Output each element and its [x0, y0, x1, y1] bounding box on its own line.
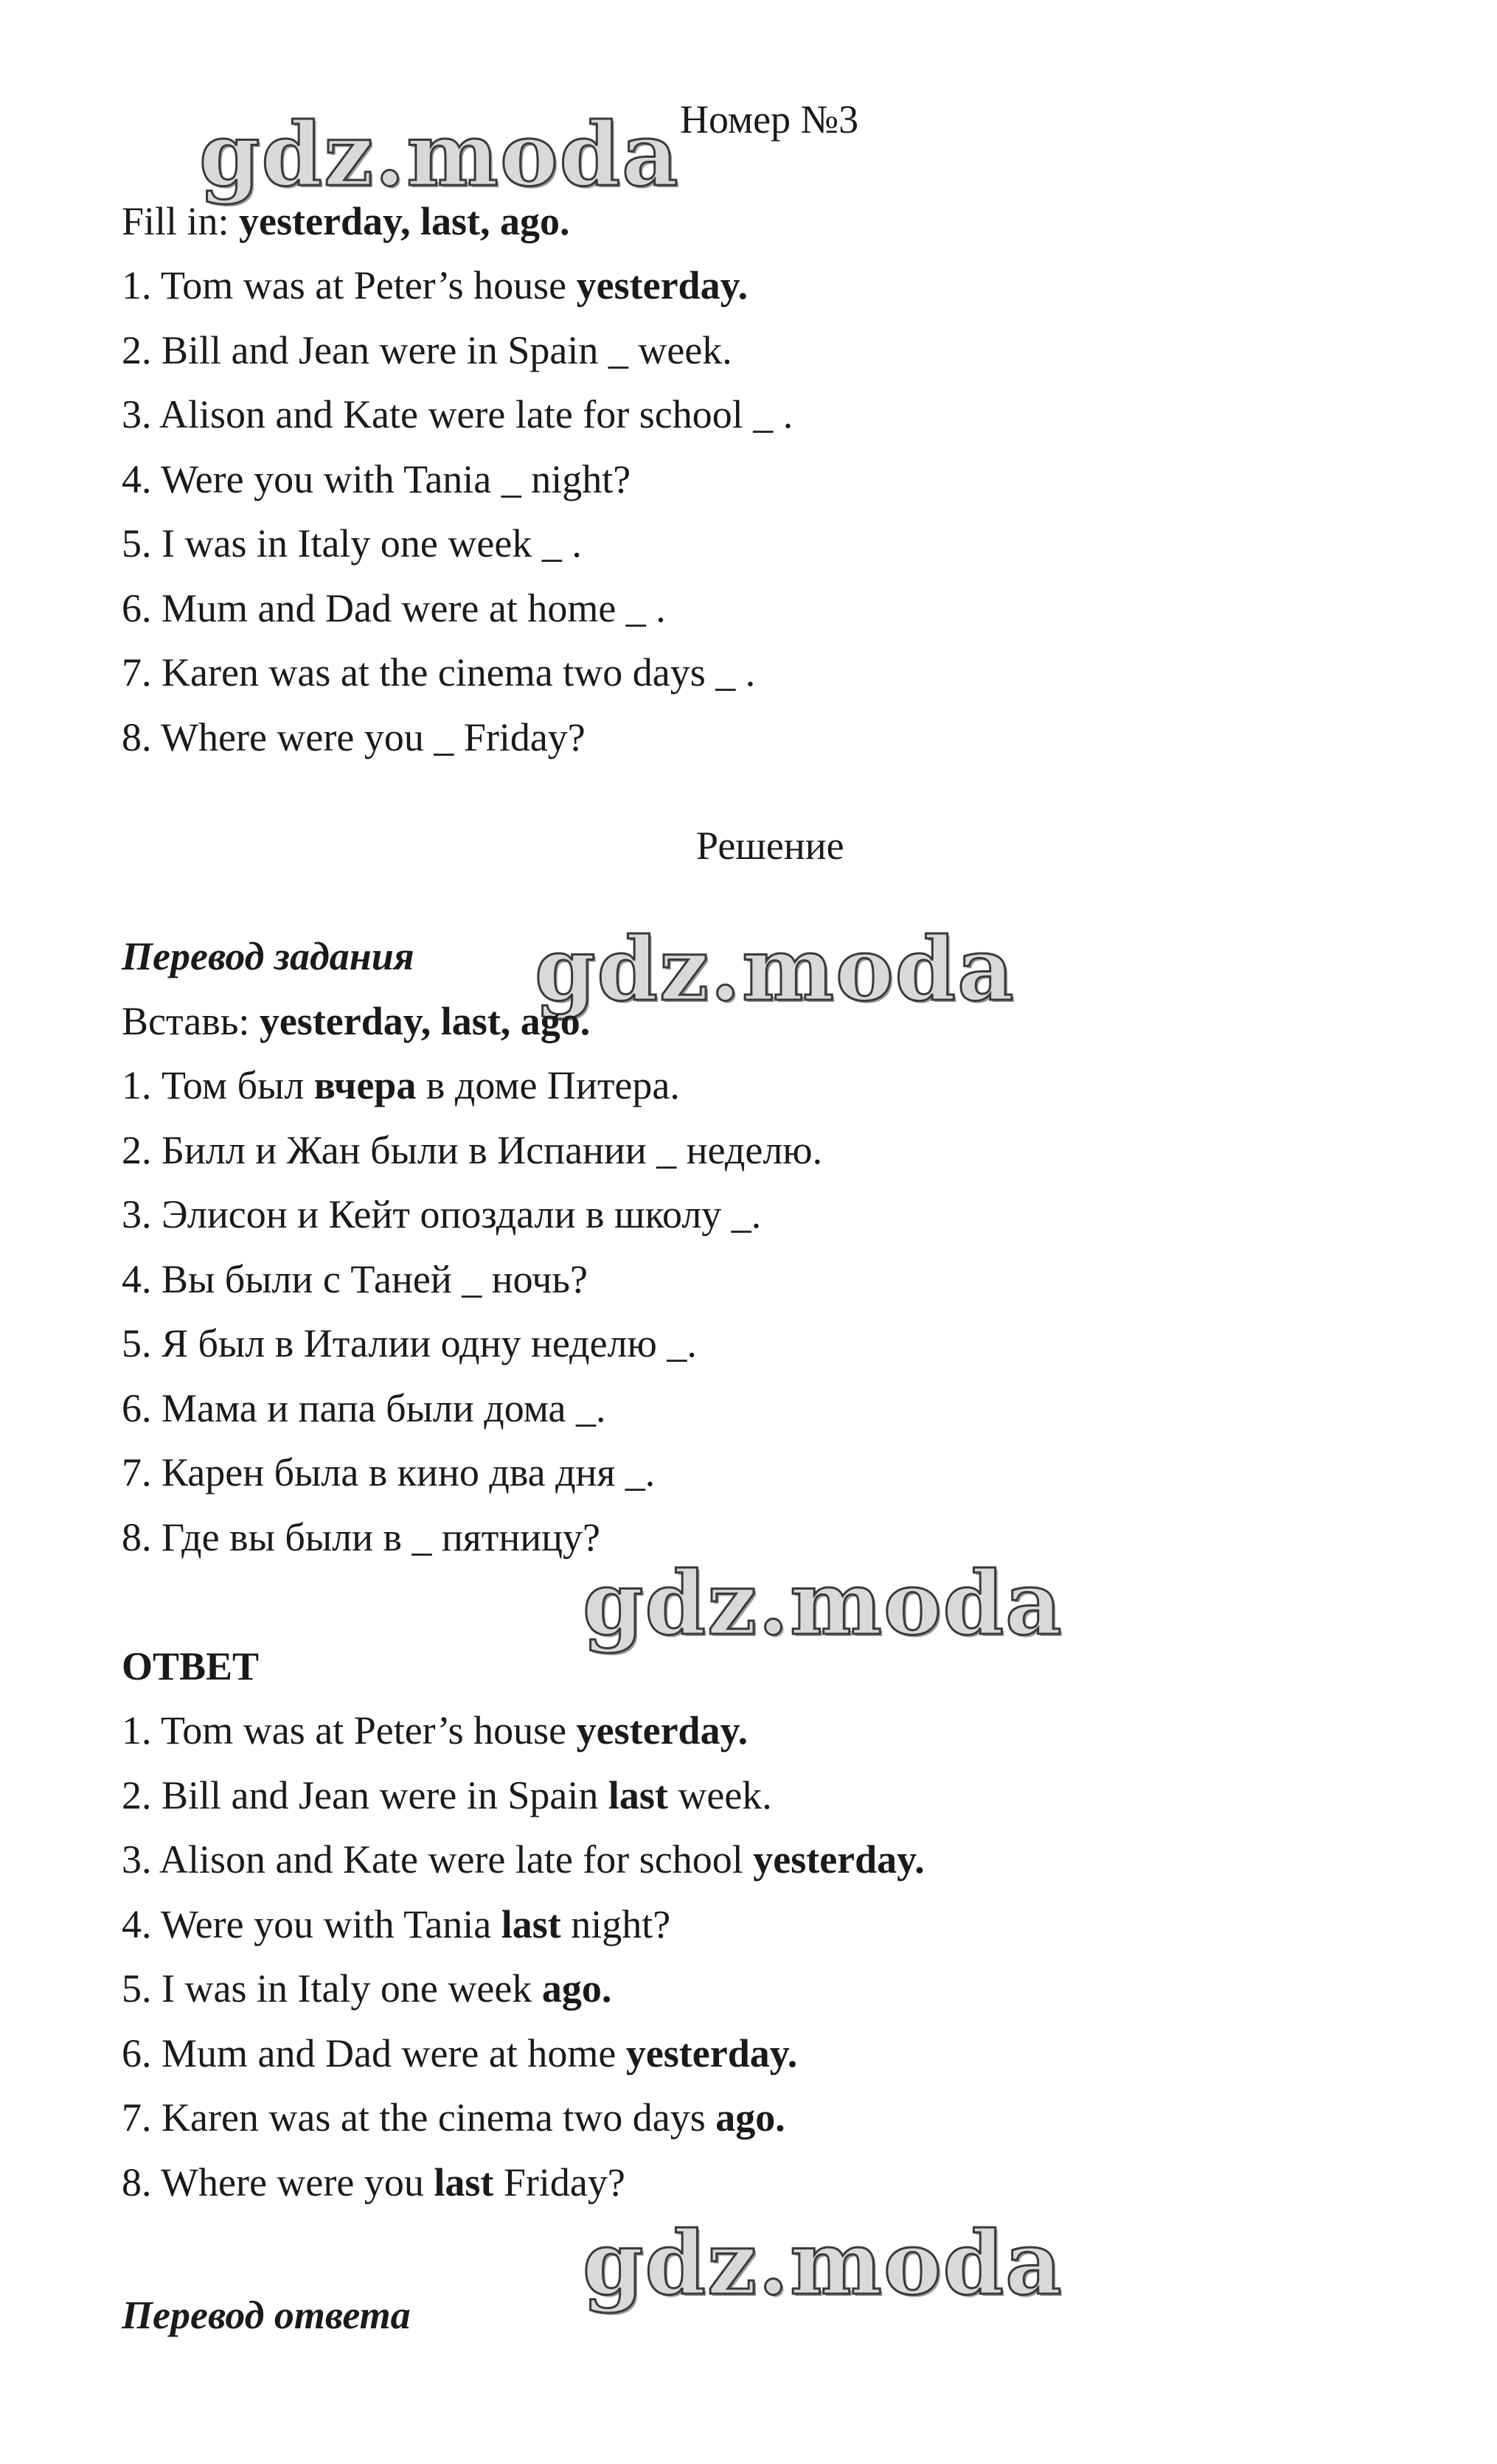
watermark-logo: gdz.moda	[583, 2212, 1063, 2314]
list-item: 5. I was in Italy one week _ .	[122, 521, 582, 565]
task-intro-words: yesterday, last, ago.	[239, 199, 570, 243]
task-intro	[122, 198, 570, 245]
list-item: 8. Где вы были в _ пятницу?	[122, 1515, 600, 1559]
list-item: 7. Karen was at the cinema two days _ .	[122, 650, 756, 695]
list-item: 4. Were you with Tania _ night?	[122, 457, 631, 501]
list-item: 6. Mum and Dad were at home yesterday.	[122, 2031, 798, 2075]
answer-translation-heading: Перевод ответа	[122, 2293, 411, 2337]
list-item: 1. Tom was at Peter’s house yesterday.	[122, 1708, 748, 1753]
list-item: 5. I was in Italy one week ago.	[122, 1966, 612, 2011]
list-item: 7. Karen was at the cinema two days ago.	[122, 2095, 785, 2140]
watermark-logo: gdz.moda	[535, 918, 1015, 1020]
watermark-logo: gdz.moda	[583, 1552, 1063, 1654]
list-item: 2. Bill and Jean were in Spain _ week.	[122, 328, 732, 372]
list-item: 1. Том был вчера в доме Питера.	[122, 1063, 680, 1107]
list-item: 3. Alison and Kate were late for school _ .	[122, 392, 793, 436]
list-item: 4. Вы были с Таней _ ночь?	[122, 1257, 588, 1301]
solution-heading: Решение	[696, 824, 844, 868]
translation-heading: Перевод задания	[122, 934, 414, 978]
list-item: 3. Элисон и Кейт опоздали в школу _.	[122, 1192, 762, 1236]
translation-intro-prefix: Вставь:	[122, 999, 260, 1043]
list-item: 3. Alison and Kate were late for school yesterday.	[122, 1837, 925, 1882]
watermark-logo: gdz.moda	[199, 103, 680, 206]
list-item: 2. Bill and Jean were in Spain last week.	[122, 1773, 772, 1817]
list-item: 6. Мама и папа были дома _.	[122, 1386, 606, 1430]
list-item: 6. Mum and Dad were at home _ .	[122, 586, 666, 630]
list-item: 7. Карен была в кино два дня _.	[122, 1450, 656, 1494]
answer-heading: ОТВЕТ	[122, 1644, 260, 1688]
list-item: 5. Я был в Италии одну неделю _.	[122, 1321, 697, 1365]
task-intro-prefix: Fill in:	[122, 199, 240, 243]
exercise-number: Номер №3	[680, 97, 859, 142]
list-item: 8. Where were you last Friday?	[122, 2160, 625, 2204]
list-item: 2. Билл и Жан были в Испании _ неделю.	[122, 1128, 823, 1172]
list-item: 4. Were you with Tania last night?	[122, 1902, 671, 1946]
list-item: 8. Where were you _ Friday?	[122, 715, 586, 759]
translation-intro-words: yesterday, last, ago.	[259, 999, 591, 1043]
translation-intro	[122, 998, 590, 1045]
list-item: 1. Tom was at Peter’s house yesterday.	[122, 263, 748, 307]
